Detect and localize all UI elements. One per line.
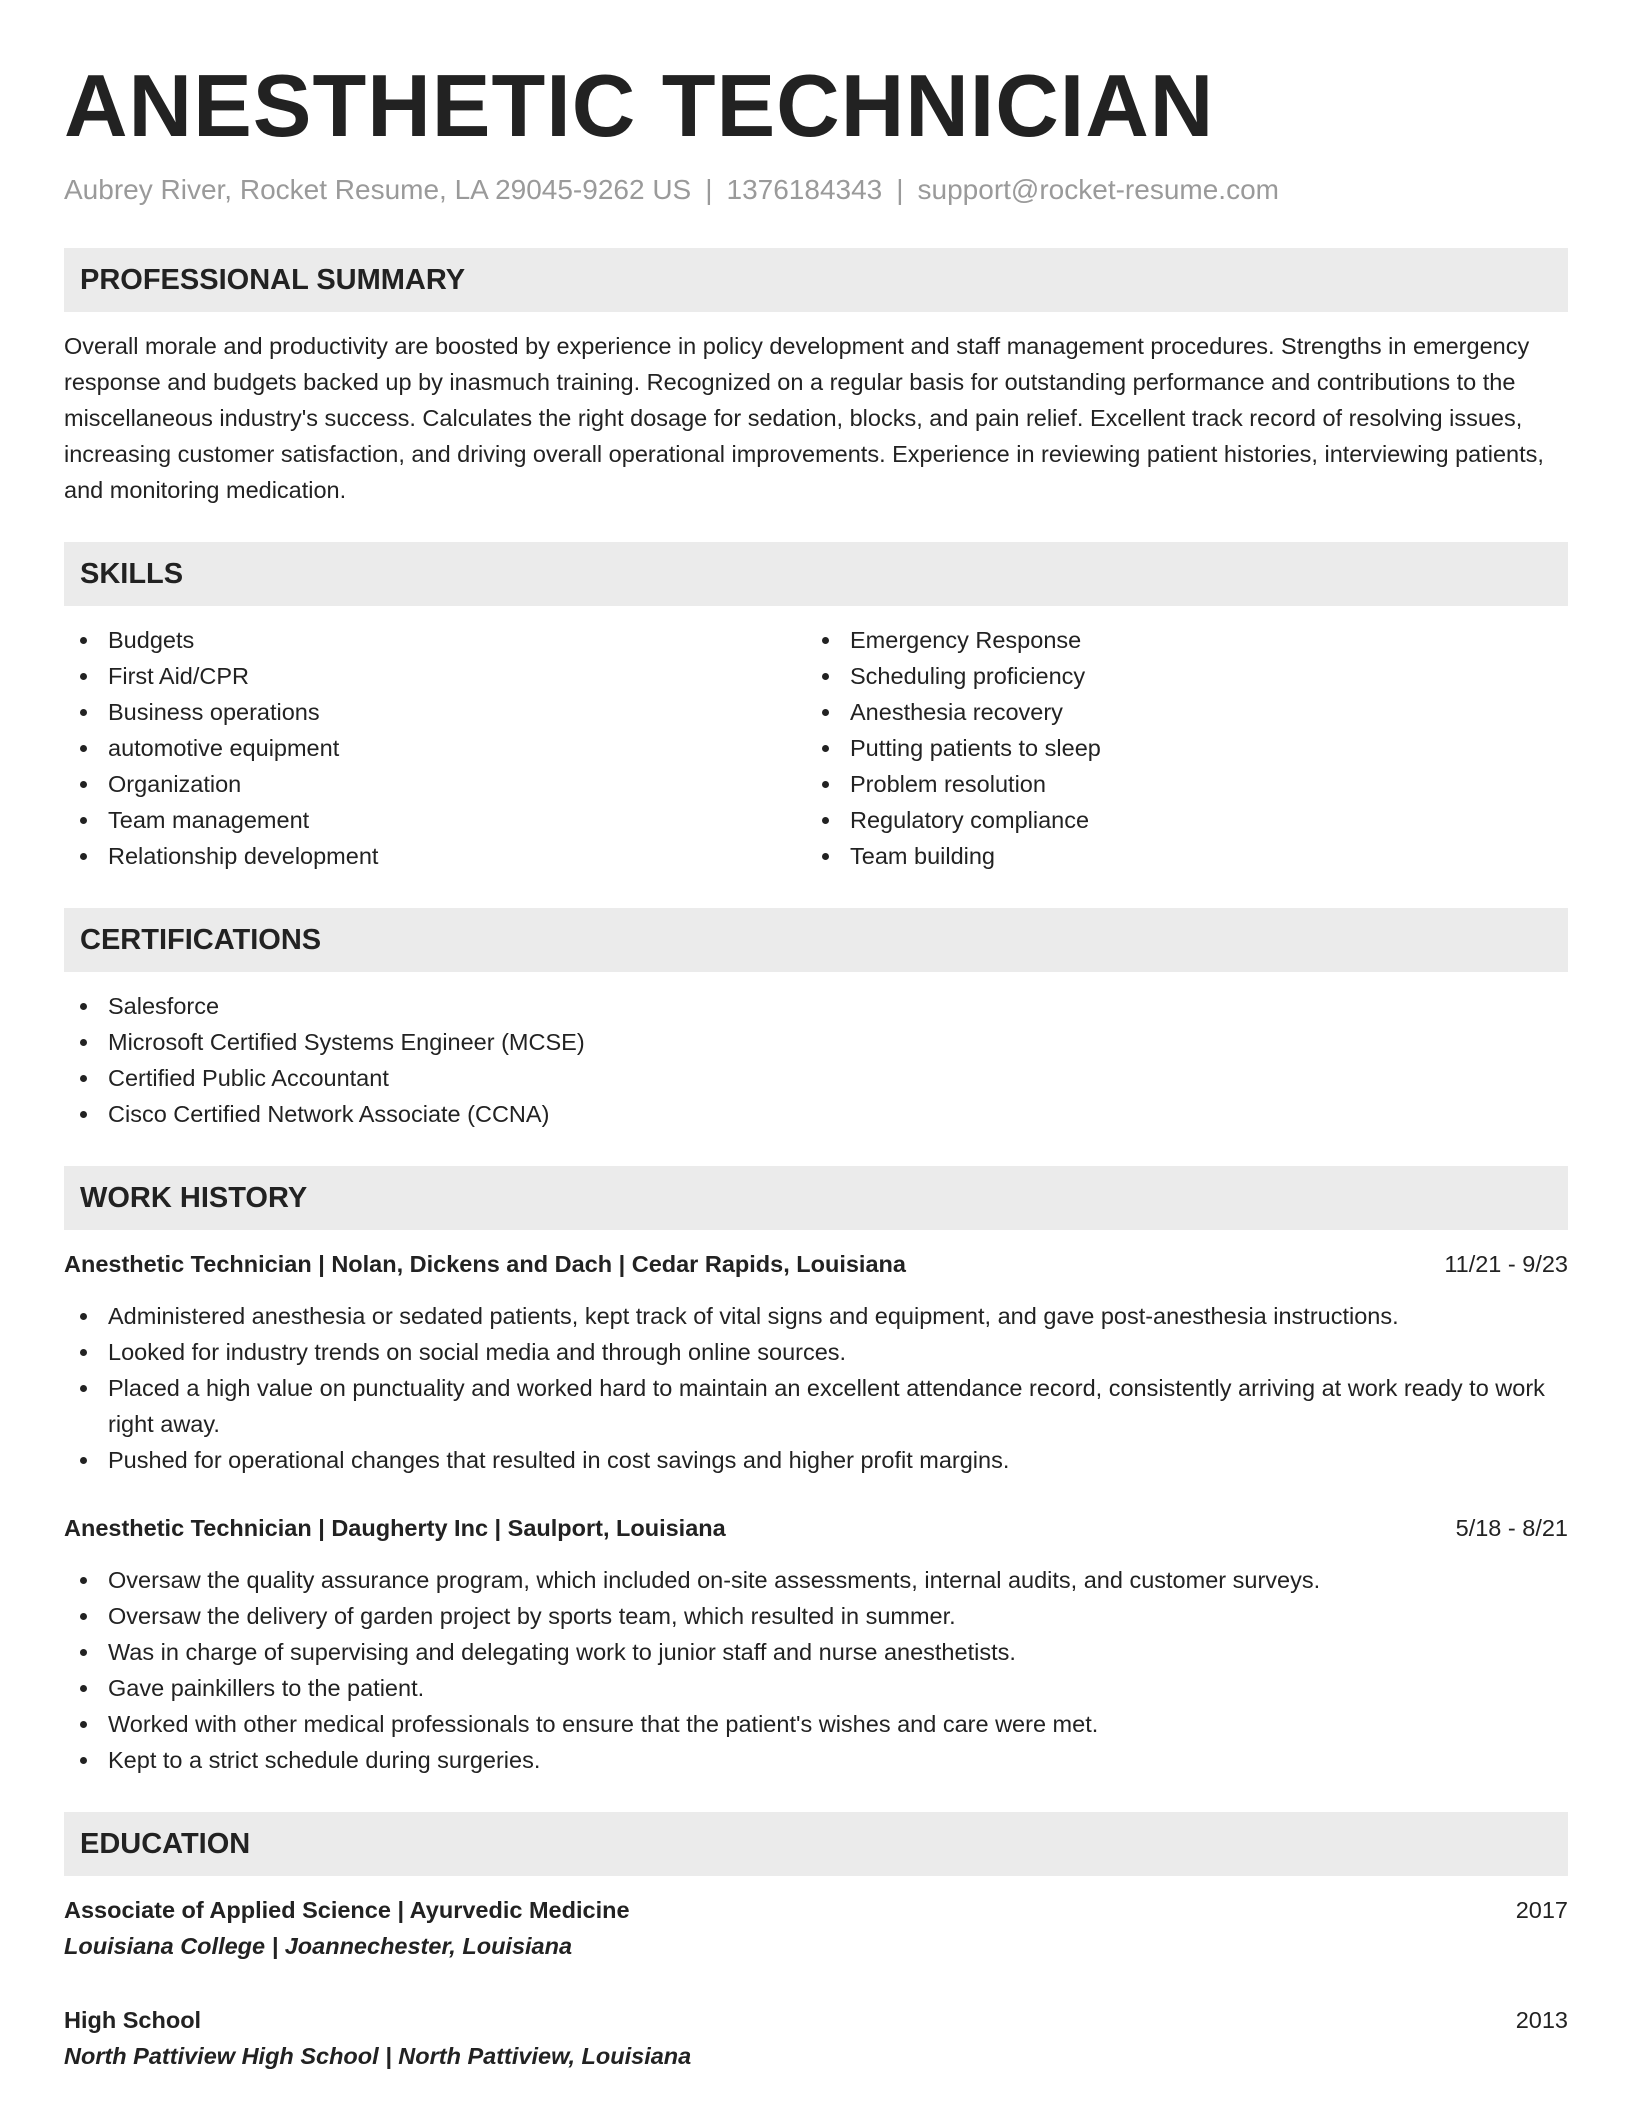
job-entry [64, 1510, 1568, 1778]
certifications-list [64, 988, 1568, 1132]
skill-item: automotive equipment [64, 730, 806, 766]
page-title: ANESTHETIC TECHNICIAN [64, 56, 1215, 155]
job-bullet: Oversaw the quality assurance program, which included on-site assessments, internal audits, and customer surveys. [64, 1562, 1568, 1598]
skill-item: Business operations [64, 694, 806, 730]
section-heading-certifications: CERTIFICATIONS [64, 908, 1568, 972]
education-entry [64, 2002, 1568, 2074]
contact-email[interactable]: support@rocket-resume.com [917, 174, 1279, 205]
education-entry [64, 1892, 1568, 1964]
education-degree: Associate of Applied Science | Ayurvedic Medicine [64, 1897, 630, 1923]
section-heading-skills: SKILLS [64, 542, 1568, 606]
job-title: Anesthetic Technician | Daugherty Inc | Saulport, Louisiana [64, 1515, 726, 1541]
certification-item: Microsoft Certified Systems Engineer (MCSE) [64, 1024, 1568, 1060]
job-header [64, 1246, 1568, 1282]
job-header [64, 1510, 1568, 1546]
skill-item: Budgets [64, 622, 806, 658]
skills-list [64, 622, 1568, 874]
skill-item: Problem resolution [806, 766, 1548, 802]
education-degree: High School [64, 2007, 202, 2033]
contact-phone: 1376184343 [726, 174, 883, 205]
contact-line [64, 170, 1568, 210]
education-school: Louisiana College | Joannechester, Louisiana [64, 1933, 573, 1959]
job-bullet: Was in charge of supervising and delegating work to junior staff and nurse anesthetists. [64, 1634, 1568, 1670]
section-heading-summary: PROFESSIONAL SUMMARY [64, 248, 1568, 312]
section-heading-education: EDUCATION [64, 1812, 1568, 1876]
education-header [64, 1892, 1568, 1928]
skill-item: Organization [64, 766, 806, 802]
skill-item: Putting patients to sleep [806, 730, 1548, 766]
certification-item: Cisco Certified Network Associate (CCNA) [64, 1096, 1568, 1132]
job-bullet: Oversaw the delivery of garden project by sports team, which resulted in summer. [64, 1598, 1568, 1634]
section-heading-work-history: WORK HISTORY [64, 1166, 1568, 1230]
skills-column-right [806, 622, 1548, 874]
job-bullet: Gave painkillers to the patient. [64, 1670, 1568, 1706]
education-year: 2017 [1515, 1897, 1568, 1923]
certification-item: Salesforce [64, 988, 1568, 1024]
job-entry [64, 1246, 1568, 1478]
skill-item: Relationship development [64, 838, 806, 874]
summary-text: Overall morale and productivity are boosted by experience in policy development and staff management procedures. Strengths in emergency response and budgets backed up by inasmuch training. Recognized on a regular basis for outstanding performance and contributions to the miscellaneous industry's success. Calculates the right dosage for sedation, blocks, and pain relief. Excellent track record of resolving issues, increasing customer satisfaction, and driving overall operational improvements. Experience in reviewing patient histories, interviewing patients, and monitoring medication. [64, 333, 1544, 503]
education-year: 2013 [1515, 2007, 1568, 2033]
job-dates: 11/21 - 9/23 [1444, 1251, 1568, 1277]
education-header [64, 2002, 1568, 2038]
contact-separator: | [896, 174, 904, 205]
job-bullet: Looked for industry trends on social media and through online sources. [64, 1334, 1568, 1370]
skill-item: Scheduling proficiency [806, 658, 1548, 694]
job-dates: 5/18 - 8/21 [1455, 1515, 1568, 1541]
skill-item: Regulatory compliance [806, 802, 1548, 838]
contact-address: Aubrey River, Rocket Resume, LA 29045-9262 US [64, 174, 692, 205]
skill-item: Emergency Response [806, 622, 1548, 658]
job-bullets [64, 1562, 1568, 1778]
job-bullet: Placed a high value on punctuality and worked hard to maintain an excellent attendance record, consistently arriving at work ready to work right away. [64, 1370, 1568, 1442]
contact-separator: | [705, 174, 713, 205]
job-bullets [64, 1298, 1568, 1478]
skill-item: Anesthesia recovery [806, 694, 1548, 730]
job-bullet: Worked with other medical professionals to ensure that the patient's wishes and care were met. [64, 1706, 1568, 1742]
skill-item: Team building [806, 838, 1548, 874]
job-bullet: Pushed for operational changes that resulted in cost savings and higher profit margins. [64, 1442, 1568, 1478]
education-school: North Pattiview High School | North Pattiview, Louisiana [64, 2043, 692, 2069]
job-bullet: Administered anesthesia or sedated patients, kept track of vital signs and equipment, and gave post-anesthesia instructions. [64, 1298, 1568, 1334]
skills-column-left [64, 622, 806, 874]
skill-item: Team management [64, 802, 806, 838]
job-bullet: Kept to a strict schedule during surgeries. [64, 1742, 1568, 1778]
certification-item: Certified Public Accountant [64, 1060, 1568, 1096]
skill-item: First Aid/CPR [64, 658, 806, 694]
job-title: Anesthetic Technician | Nolan, Dickens and Dach | Cedar Rapids, Louisiana [64, 1251, 906, 1277]
